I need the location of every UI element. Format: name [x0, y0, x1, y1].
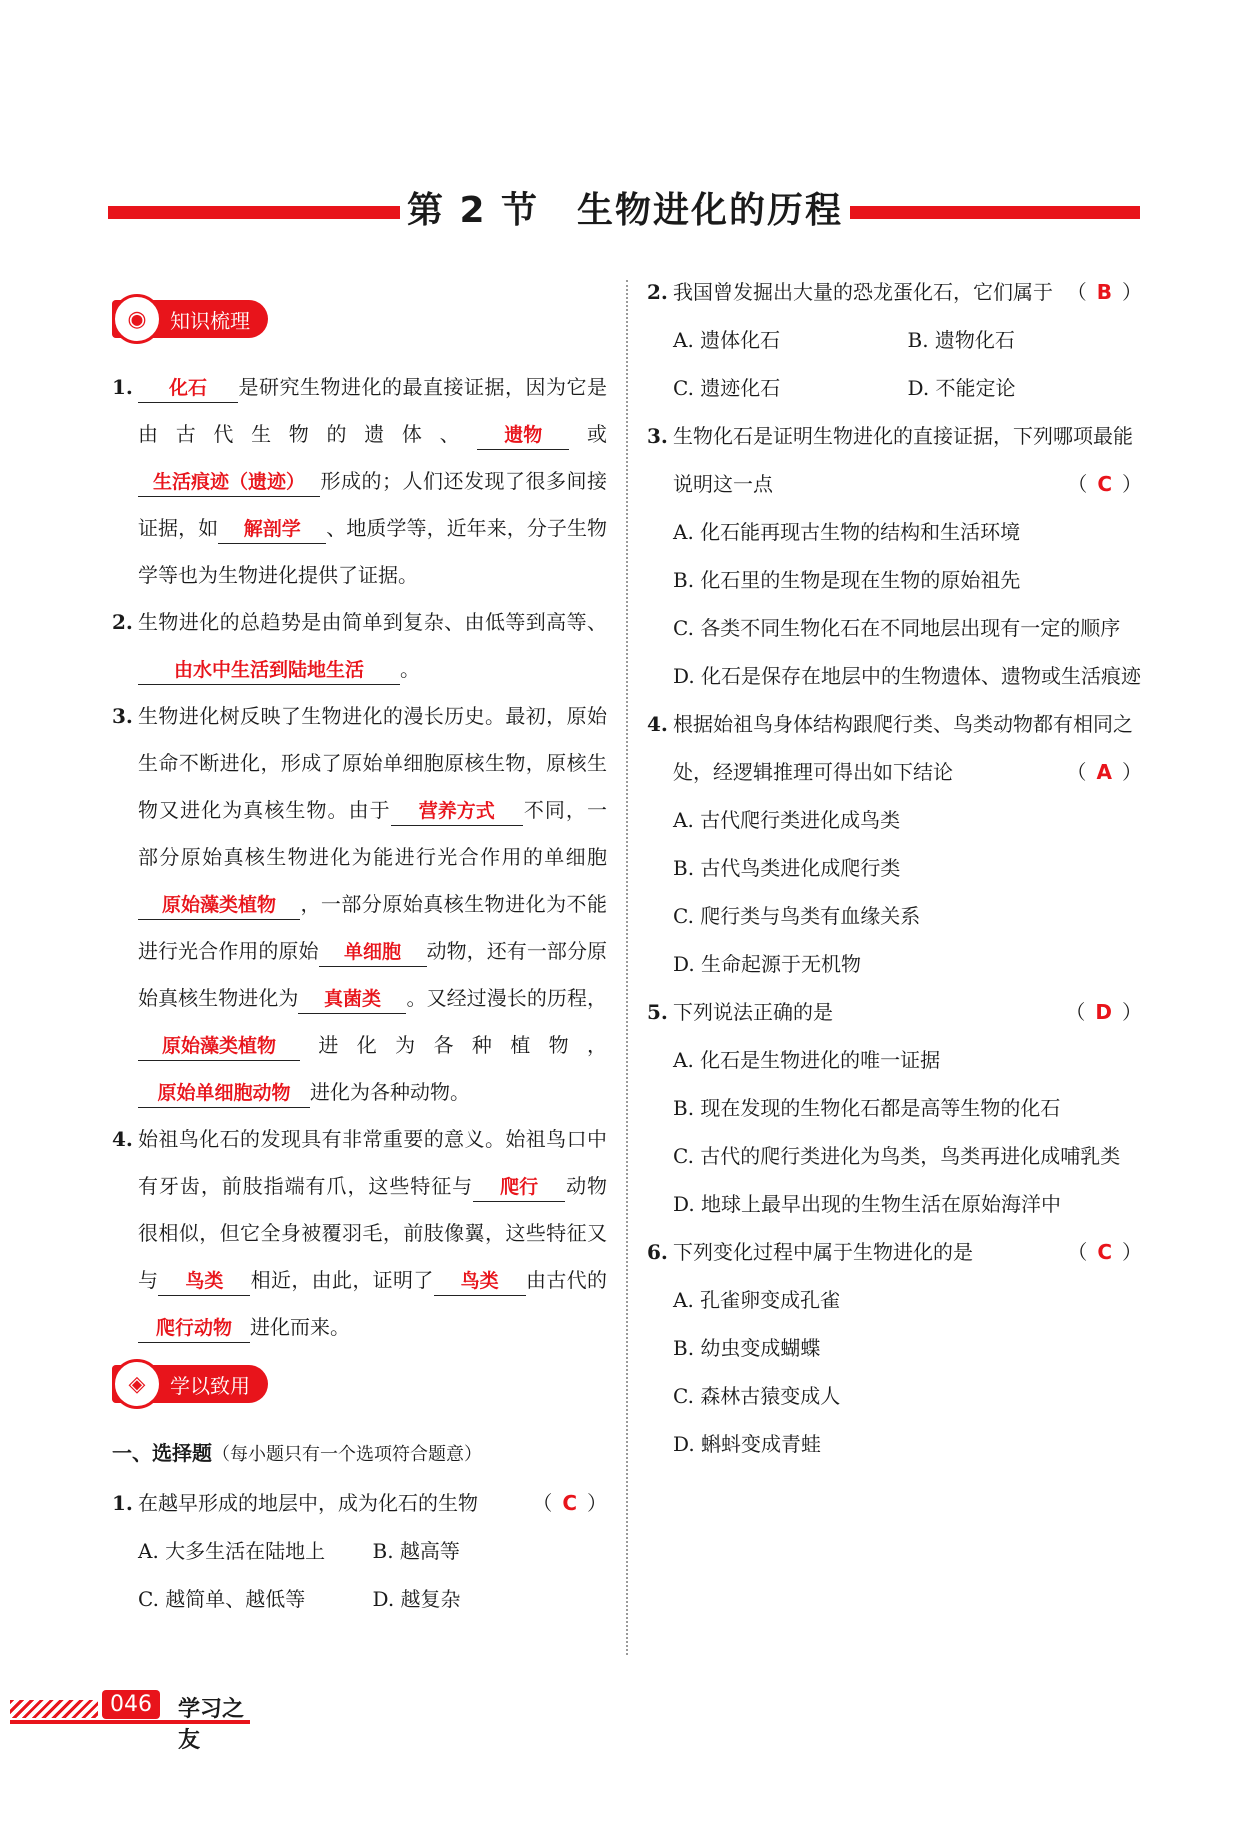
- knowledge-list: [112, 364, 607, 1351]
- title-rule-right: [850, 206, 1140, 219]
- answer-blank: 化石: [138, 374, 238, 403]
- option: C. 各类不同生物化石在不同地层出现有一定的顺序: [673, 616, 1121, 640]
- section-label: 学以致用: [170, 1373, 250, 1398]
- paren-open: （: [1065, 1000, 1086, 1024]
- question: [647, 1228, 1142, 1468]
- layers-icon: ◈: [112, 1359, 162, 1409]
- item-text-segment: ，一部分原始真核生物进化为不能进行光合作用的原始: [138, 892, 607, 963]
- item-number: 3.: [112, 704, 133, 728]
- item-text-segment: 相近，由此，证明了: [250, 1268, 434, 1292]
- footer-hatch: [10, 1700, 98, 1718]
- option: A. 化石能再现古生物的结构和生活环境: [673, 520, 1021, 544]
- question-number: 6.: [647, 1240, 668, 1264]
- option: B. 化石里的生物是现在生物的原始祖先: [673, 568, 1021, 592]
- option-row: [647, 364, 1142, 412]
- question: [647, 700, 1142, 988]
- option: C. 越简单、越低等: [138, 1587, 306, 1611]
- answer-paren: [1065, 988, 1142, 1036]
- answer-blank: 单细胞: [319, 938, 427, 967]
- answer-paren: [1067, 460, 1142, 508]
- answer-blank: 爬行动物: [138, 1314, 250, 1343]
- knowledge-item: [112, 364, 607, 599]
- answer-blank: 原始单细胞动物: [138, 1079, 310, 1108]
- question-text-body: 根据始祖鸟身体结构跟爬行类、鸟类动物都有相同之处，经逻辑推理可得出如下结论: [673, 712, 1133, 784]
- option-row: [647, 316, 1142, 364]
- question: [647, 268, 1142, 412]
- title-rule-left: [108, 206, 400, 219]
- section-label: 知识梳理: [170, 308, 250, 333]
- item-text: [138, 1116, 607, 1351]
- item-number: 4.: [112, 1127, 133, 1151]
- section-practice: [112, 1365, 607, 1411]
- paren-open: （: [1066, 760, 1087, 784]
- section-badge: [112, 1365, 268, 1403]
- option: C. 森林古猿变成人: [673, 1384, 841, 1408]
- item-number: 2.: [112, 610, 133, 634]
- question-number: 5.: [647, 1000, 668, 1024]
- option: A. 化石是生物进化的唯一证据: [673, 1048, 941, 1072]
- choice-heading: 一、选择题（每小题只有一个选项符合题意）: [112, 1441, 482, 1465]
- answer-choice: C: [1097, 1240, 1112, 1264]
- question-text-body: 生物化石是证明生物进化的直接证据，下列哪项最能说明这一点: [673, 424, 1133, 496]
- option: D. 化石是保存在地层中的生物遗体、遗物或生活痕迹: [673, 664, 1142, 688]
- item-text-segment: 。又经过漫长的历程，: [406, 986, 608, 1010]
- paren-close: ）: [1122, 760, 1142, 784]
- item-number: 1.: [112, 375, 133, 399]
- knowledge-item: [112, 599, 607, 693]
- left-column: [112, 300, 607, 1623]
- question-text: [673, 700, 1142, 796]
- book-name: 学习之友: [178, 1696, 245, 1753]
- item-text-segment: 动物，还有一部分原始真核生物进化为: [138, 939, 607, 1010]
- option: D. 越复杂: [372, 1587, 461, 1611]
- question-stem: [112, 1479, 607, 1527]
- question-text: [673, 988, 1142, 1036]
- item-text-segment: 进化而来。: [250, 1315, 350, 1339]
- item-text-segment: 进化为各种植物，: [300, 1033, 607, 1057]
- question-number: 1.: [112, 1491, 133, 1515]
- question: [647, 988, 1142, 1228]
- option: D. 不能定论: [907, 376, 1016, 400]
- option: B. 遗物化石: [907, 328, 1015, 352]
- knowledge-item: [112, 693, 607, 1116]
- page-title: 第 2 节 生物进化的历程: [406, 190, 844, 231]
- question-stem: [647, 700, 1142, 796]
- question-text: [673, 1228, 1142, 1276]
- option: D. 生命起源于无机物: [673, 952, 862, 976]
- question-text: [138, 1479, 607, 1527]
- paren-open: （: [1067, 1240, 1088, 1264]
- option: A. 遗体化石: [673, 328, 781, 352]
- item-text-segment: 动物很相似，但它全身被覆羽毛，前肢像翼，这些特征又与: [138, 1174, 608, 1292]
- answer-blank: 爬行: [473, 1173, 565, 1202]
- option: D. 地球上最早出现的生物生活在原始海洋中: [673, 1192, 1062, 1216]
- question-stem: [647, 1228, 1142, 1276]
- question-text: [673, 268, 1142, 316]
- option: C. 爬行类与鸟类有血缘关系: [673, 904, 921, 928]
- question-stem: [647, 988, 1142, 1036]
- item-text-segment: 生物进化的总趋势是由简单到复杂、由低等到高等、: [138, 610, 607, 634]
- option: A. 孔雀卵变成孔雀: [673, 1288, 841, 1312]
- question-number: 4.: [647, 712, 668, 736]
- paren-close: ）: [1122, 1240, 1142, 1264]
- question-list-right: [647, 268, 1142, 1468]
- answer-blank: 解剖学: [218, 515, 326, 544]
- option: B. 现在发现的生物化石都是高等生物的化石: [673, 1096, 1061, 1120]
- answer-blank: 鸟类: [434, 1267, 526, 1296]
- answer-blank: 生活痕迹（遗迹）: [138, 468, 320, 497]
- question-number: 3.: [647, 424, 668, 448]
- question-text-body: 我国曾发掘出大量的恐龙蛋化石，它们属于: [673, 280, 1053, 304]
- option-row: [112, 1527, 607, 1575]
- option: A. 古代爬行类进化成鸟类: [673, 808, 901, 832]
- answer-paren: [1067, 268, 1142, 316]
- answer-paren: [1067, 748, 1142, 796]
- item-text-segment: 由古代的: [525, 1268, 608, 1292]
- answer-blank: 遗物: [477, 421, 569, 450]
- item-text: [138, 364, 607, 599]
- target-icon: ◉: [112, 294, 162, 344]
- option: D. 蝌蚪变成青蛙: [673, 1432, 822, 1456]
- answer-blank: 原始藻类植物: [138, 891, 300, 920]
- footer: [10, 1690, 250, 1753]
- section-badge: [112, 300, 268, 338]
- option: A. 大多生活在陆地上: [138, 1539, 326, 1563]
- paren-close: ）: [1122, 472, 1142, 496]
- question: [647, 412, 1142, 700]
- option-row: [112, 1575, 607, 1623]
- item-text-segment: 进化为各种动物。: [310, 1080, 470, 1104]
- item-text-segment: 形成的；人们还发现了很多间接证据，如: [138, 469, 607, 540]
- answer-choice: C: [1097, 472, 1112, 496]
- answer-paren: [532, 1479, 607, 1527]
- option: C. 古代的爬行类进化为鸟类，鸟类再进化成哺乳类: [673, 1144, 1121, 1168]
- question: [112, 1479, 607, 1623]
- question-stem: [647, 412, 1142, 508]
- answer-choice: C: [562, 1491, 577, 1515]
- paren-open: （: [1066, 280, 1087, 304]
- answer-paren: [1067, 1228, 1142, 1276]
- page-number: 046: [102, 1690, 160, 1719]
- option: B. 越高等: [372, 1539, 460, 1563]
- answer-blank: 由水中生活到陆地生活: [138, 656, 400, 685]
- question-text-body: 在越早形成的地层中，成为化石的生物: [138, 1491, 478, 1515]
- question-list-left: [112, 1479, 607, 1623]
- item-text-segment: 不同，一部分原始真核生物进化为能进行光合作用的单细胞: [138, 798, 607, 869]
- item-text-segment: 始祖鸟化石的发现具有非常重要的意义。始祖鸟口中有牙齿，前肢指端有爪，这些特征与: [138, 1127, 607, 1198]
- answer-blank: 营养方式: [391, 797, 523, 826]
- question-number: 2.: [647, 280, 668, 304]
- paren-open: （: [532, 1491, 553, 1515]
- column-divider: [626, 280, 628, 1655]
- paren-open: （: [1067, 472, 1088, 496]
- option: B. 幼虫变成蝴蝶: [673, 1336, 821, 1360]
- item-text: [138, 599, 607, 693]
- answer-choice: A: [1096, 760, 1112, 784]
- item-text-segment: 生物进化树反映了生物进化的漫长历史。最初，原始生命不断进化，形成了原始单细胞原核生物，原核生物又进化为真核生物。由于: [138, 704, 607, 822]
- answer-choice: D: [1095, 1000, 1112, 1024]
- answer-blank: 鸟类: [158, 1267, 250, 1296]
- title-bar: [0, 182, 1250, 242]
- answer-blank: 真菌类: [298, 985, 406, 1014]
- option: C. 遗迹化石: [673, 376, 781, 400]
- item-text-segment: 、地质学等，近年来，分子生物学等也为生物进化提供了证据。: [138, 516, 608, 587]
- right-column: [647, 268, 1142, 1468]
- item-text: [138, 693, 607, 1116]
- section-knowledge: [112, 300, 607, 346]
- paren-close: ）: [1122, 1000, 1142, 1024]
- answer-choice: B: [1096, 280, 1112, 304]
- answer-blank: 原始藻类植物: [138, 1032, 300, 1061]
- item-text-segment: 。: [400, 657, 420, 681]
- paren-close: ）: [587, 1491, 607, 1515]
- item-text-segment: 是研究生物进化的最直接证据，因为它是由古代生物的遗体、: [138, 375, 607, 446]
- item-text-segment: 或: [569, 422, 608, 446]
- knowledge-item: [112, 1116, 607, 1351]
- question-text-body: 下列变化过程中属于生物进化的是: [673, 1240, 973, 1264]
- question-text-body: 下列说法正确的是: [673, 1000, 833, 1024]
- question-stem: [647, 268, 1142, 316]
- option: B. 古代鸟类进化成爬行类: [673, 856, 901, 880]
- question-text: [673, 412, 1142, 508]
- paren-close: ）: [1122, 280, 1142, 304]
